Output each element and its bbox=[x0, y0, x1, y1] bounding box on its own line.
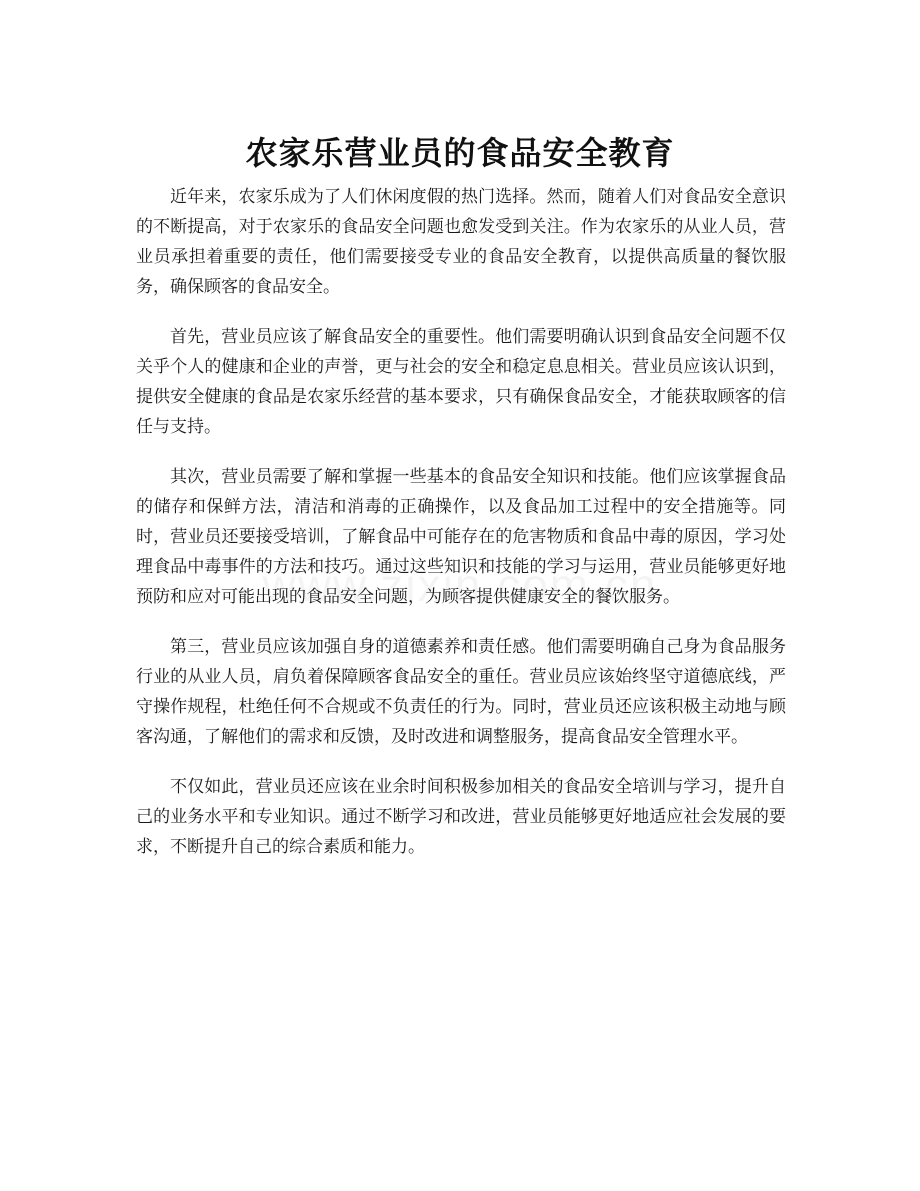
document-body bbox=[136, 182, 786, 882]
paragraph-3: 其次，营业员需要了解和掌握一些基本的食品安全知识和技能。他们应该掌握食品的储存和保鲜方法，清洁和消毒的正确操作，以及食品加工过程中的安全措施等。同时，营业员还要接受培训，了解食品中可能存在的危害物质和食品中毒的原因，学习处理食品中毒事件的方法和技巧。通过这些知识和技能的学习与运用，营业员能够更好地预防和应对可能出现的食品安全问题，为顾客提供健康安全的餐饮服务。 bbox=[136, 467, 786, 607]
paragraph-5: 不仅如此，营业员还应该在业余时间积极参加相关的食品安全培训与学习，提升自己的业务水平和专业知识。通过不断学习和改进，营业员能够更好地适应社会发展的要求，不断提升自己的综合素质和能力。 bbox=[136, 777, 786, 857]
paragraph-2: 首先，营业员应该了解食品安全的重要性。他们需要明确认识到食品安全问题不仅关乎个人的健康和企业的声誉，更与社会的安全和稳定息息相关。营业员应该认识到，提供安全健康的食品是农家乐经营的基本要求，只有确保食品安全，才能获取顾客的信任与支持。 bbox=[136, 327, 786, 437]
paragraph-1: 近年来，农家乐成为了人们休闲度假的热门选择。然而，随着人们对食品安全意识的不断提高，对于农家乐的食品安全问题也愈发受到关注。作为农家乐的从业人员，营业员承担着重要的责任，他们需要接受专业的食品安全教育，以提供高质量的餐饮服务，确保顾客的食品安全。 bbox=[136, 187, 786, 297]
paragraph-4: 第三，营业员应该加强自身的道德素养和责任感。他们需要明确自己身为食品服务行业的从业人员，肩负着保障顾客食品安全的重任。营业员应该始终坚守道德底线，严守操作规程，杜绝任何不合规或不负责任的行为。同时，营业员还应该积极主动地与顾客沟通，了解他们的需求和反馈，及时改进和调整服务，提高食品安全管理水平。 bbox=[136, 637, 786, 747]
document-title: 农家乐营业员的食品安全教育 bbox=[245, 134, 675, 173]
